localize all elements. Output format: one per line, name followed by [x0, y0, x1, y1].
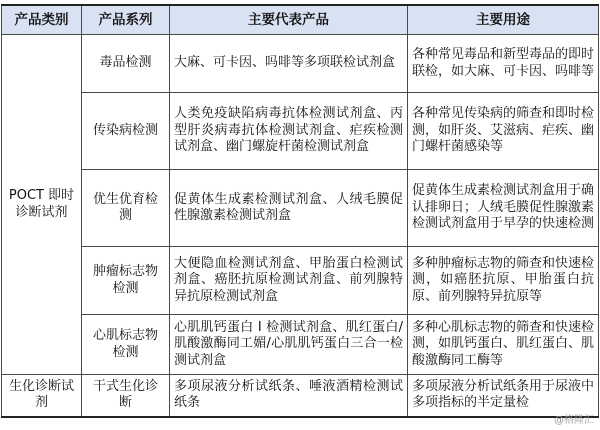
- series-cell: 肿瘤标志物检测: [82, 247, 170, 315]
- products-cell: 促黄体生成素检测试剂盒、人绒毛膜促性腺激素检测试剂盒: [170, 170, 408, 247]
- header-usage: 主要用途: [408, 5, 599, 35]
- usage-cell: 各种常见传染病的筛查和即时检测，如肝炎、艾滋病、疟疾、幽门螺杆菌感染等: [408, 93, 599, 170]
- usage-cell: 各种常见毒品和新型毒品的即时联检，如大麻、可卡因、吗啡等: [408, 35, 599, 93]
- usage-cell: 多种肿瘤标志物的筛查和快速检测，如癌胚抗原、甲胎蛋白抗原、前列腺特异抗原等: [408, 247, 599, 315]
- usage-cell: 多种心肌标志物的筛查和快速检测，如肌钙蛋白、肌红蛋白、肌酸激酶同工酶等: [408, 315, 599, 375]
- products-cell: 多项尿液分析试纸条、唾液酒精检测试纸条: [170, 375, 408, 417]
- table-row: [2, 375, 599, 417]
- table-row: [2, 315, 599, 375]
- header-category: 产品类别: [2, 5, 82, 35]
- series-cell: 干式生化诊断: [82, 375, 170, 417]
- table-row: [2, 35, 599, 93]
- table-row: [2, 93, 599, 170]
- header-products: 主要代表产品: [170, 5, 408, 35]
- product-table: [1, 4, 599, 418]
- usage-cell: 促黄体生成素检测试剂盒用于确认排卵日；人绒毛膜促性腺激素检测试剂盒用于早孕的快速检测: [408, 170, 599, 247]
- usage-cell: 多项尿液分析试纸条用于尿液中多项指标的半定量检: [408, 375, 599, 417]
- watermark-text: @格隆汇: [554, 415, 594, 426]
- products-cell: 大便隐血检测试剂盒、甲胎蛋白检测试剂盒、癌胚抗原检测试剂盒、前列腺特异抗原检测试剂盒: [170, 247, 408, 315]
- category-cell-biochem: 生化诊断试剂: [2, 375, 82, 417]
- table-row: [2, 247, 599, 315]
- series-cell: 毒品检测: [82, 35, 170, 93]
- table-row: [2, 170, 599, 247]
- header-row: [2, 5, 599, 35]
- series-cell: 心肌标志物检测: [82, 315, 170, 375]
- series-cell: 优生优育检测: [82, 170, 170, 247]
- products-cell: 人类免疫缺陷病毒抗体检测试剂盒、丙型肝炎病毒抗体检测试剂盒、疟疾检测试剂盒、幽门螺旋杆菌检测试剂盒: [170, 93, 408, 170]
- products-cell: 大麻、可卡因、吗啡等多项联检试剂盒: [170, 35, 408, 93]
- category-cell-poct: POCT 即时诊断试剂: [2, 35, 82, 375]
- series-cell: 传染病检测: [82, 93, 170, 170]
- header-series: 产品系列: [82, 5, 170, 35]
- products-cell: 心肌肌钙蛋白 I 检测试剂盒、肌红蛋白/肌酸激酶同工媚/心肌肌钙蛋白三合一检测试剂盒: [170, 315, 408, 375]
